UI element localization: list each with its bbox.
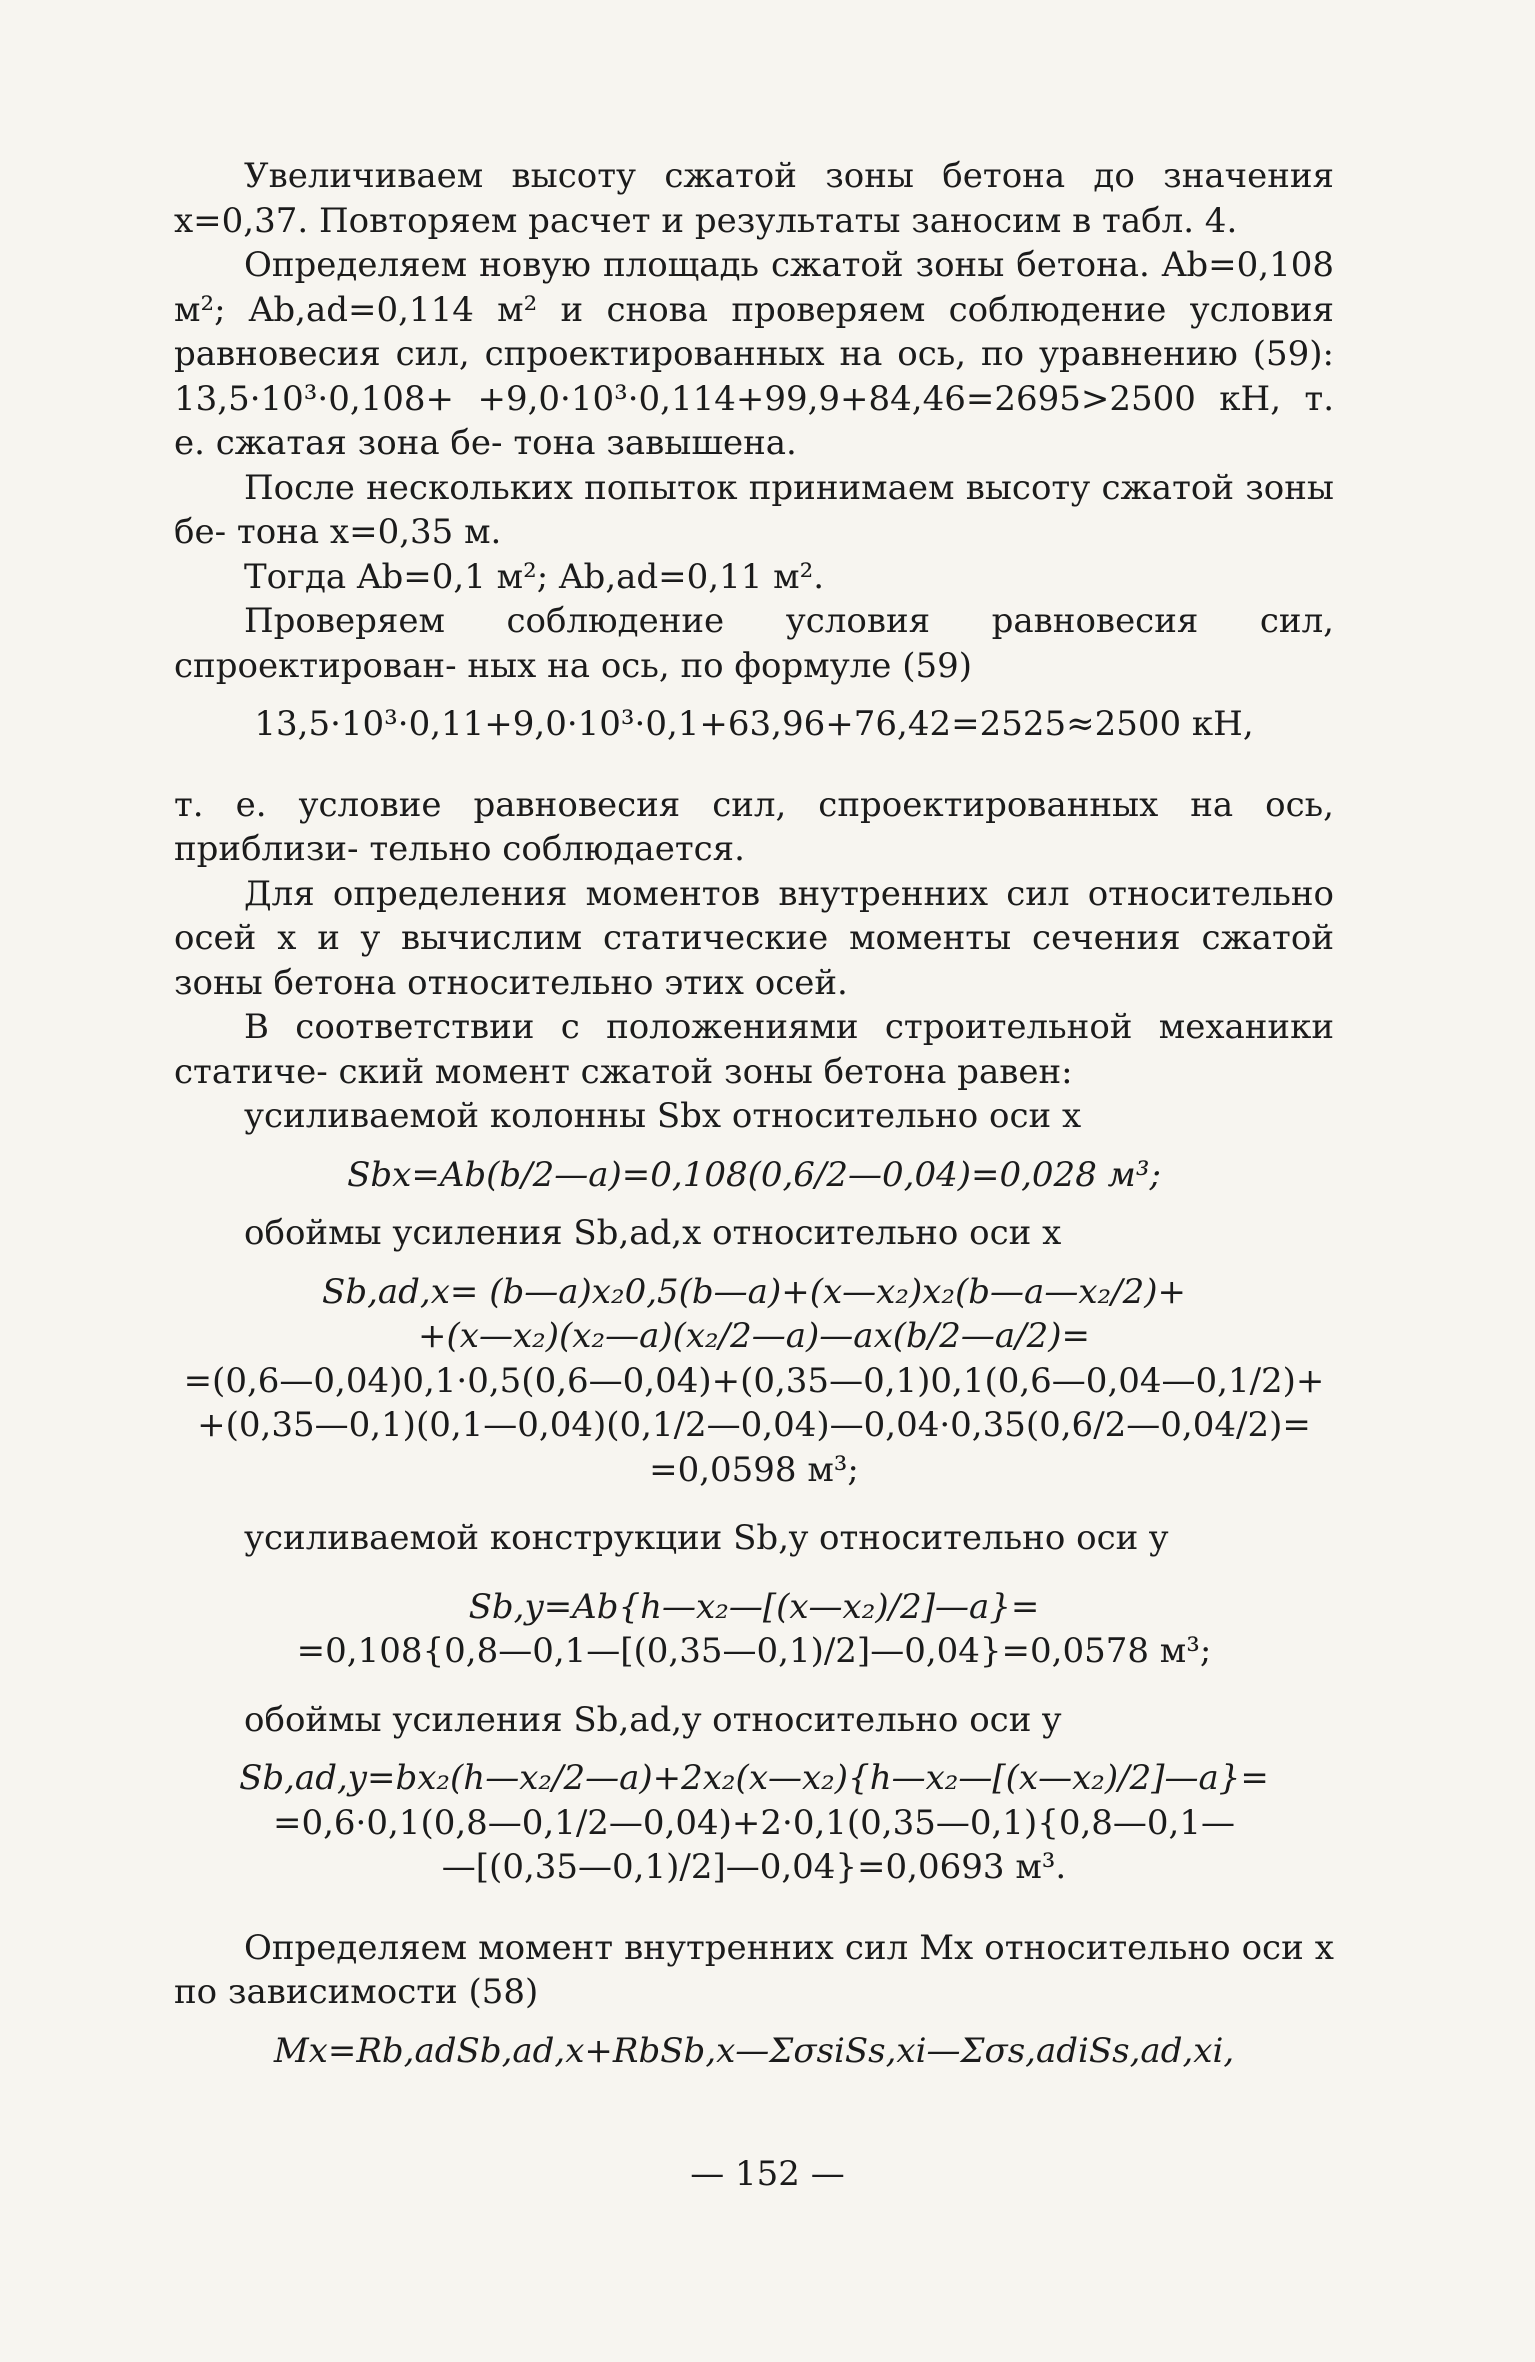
text-line: тона завышена. [513,423,797,463]
paragraph-8 [174,1005,1334,1094]
equation-sbadx-4: +(0,35—0,1)(0,1—0,04)(0,1/2—0,04)—0,04·0,35(0,6/2—0,04/2)= [197,1405,1311,1445]
equation-sbadx-5: =0,0598 м³; [649,1449,859,1490]
paragraph-7 [174,872,1334,1006]
equation-sby-2: =0,108{0,8—0,1—[(0,35—0,1)/2]—0,04}=0,0578 м³; [296,1631,1212,1671]
equation-sbadx-2: +(x—x₂)(x₂—a)(x₂/2—a)—ax(b/2—a/2)= [418,1316,1090,1356]
text-line: т. е. условие равновесия сил, спроектированных на ось, приблизи- [174,784,1334,869]
text-line: Увеличиваем высоту сжатой зоны бетона до значения x=0,37. [174,156,1334,241]
label-sbadx: обоймы усиления Sb,ad,x относительно оси x [244,1213,1062,1253]
equation-sbady-3: —[(0,35—0,1)/2]—0,04}=0,0693 м³. [441,1847,1067,1887]
paragraph-9 [174,1926,1334,2015]
paragraph-2 [174,243,1334,466]
equation-sbady-1: Sb,ad,y=bx₂(h—x₂/2—a)+2x₂(x—x₂){h—x₂—[(x—x₂)/2]—a}= [239,1758,1269,1798]
text-line: сил, спроектированных на ось, по уравнению (59): 13,5·10³·0,108+ [174,334,1335,419]
text-line: тельно соблюдается. [369,829,745,869]
text-line: В соответствии с положениями строительной механики статиче- [174,1007,1334,1092]
paragraph-5 [174,599,1334,688]
equation-58: Mx=Rb,adSb,ad,x+RbSb,x—ΣσsiSs,xi—Σσs,adiSs,ad,xi, [273,2030,1235,2071]
text-line: относительно этих осей. [407,962,848,1003]
paragraph-6 [174,783,1334,872]
label-sby: усиливаемой конструкции Sb,y относительно оси y [244,1518,1169,1558]
text-line: После нескольких попыток принимаем высоту сжатой зоны бе- [174,467,1334,552]
text-line: зависимости (58) [227,1972,539,2012]
text-line: Для определения моментов внутренних сил относительно осей [174,873,1334,958]
equation-sbadx-3: =(0,6—0,04)0,1·0,5(0,6—0,04)+(0,35—0,1)0,1(0,6—0,04—0,1/2)+ [183,1360,1325,1401]
text-line: Проверяем соблюдение условия равновесия сил, спроектирован- [174,601,1334,686]
text-line: +9,0·10³·0,114+99,9+84,46=2695>2500 кН, т. е. сжатая зона бе- [174,378,1335,463]
text-line: Ab,ad=0,114 м² и снова проверяем соблюдение условия равновесия [174,289,1334,374]
text-line: Повторяем расчет и результаты заносим в табл. 4. [319,200,1238,241]
text-line: ных на ось, по формуле (59) [467,645,973,686]
paragraph-4 [174,555,1334,600]
paragraph-1 [174,154,1334,243]
equation-sbadx-1: Sb,ad,x= (b—a)x₂0,5(b—a)+(x—x₂)x₂(b—a—x₂/2)+ [322,1271,1186,1312]
text-line: Определяем момент внутренних сил Mx относительно оси x по [174,1927,1334,2012]
equation-sbx: Sbx=Ab(b/2—a)=0,108(0,6/2—0,04)=0,028 м³; [347,1154,1161,1195]
text-line: Тогда Ab=0,1 м²; Ab,ad=0,11 м². [244,556,825,597]
text-line: тона x=0,35 м. [236,512,502,552]
equation-sby-1: Sb,y=Ab{h—x₂—[(x—x₂)/2]—a}= [468,1586,1040,1627]
text-line: ский момент сжатой зоны бетона равен: [338,1051,1073,1092]
page-body [174,154,1334,2073]
equation-59-check: 13,5·10³·0,11+9,0·10³·0,1+63,96+76,42=2525≈2500 кН, [254,704,1254,744]
text-line: Определяем новую площадь сжатой зоны бетона. Ab=0,108 м²; [174,245,1334,330]
label-sbady: обоймы усиления Sb,ad,y относительно оси y [244,1699,1062,1740]
page-number: — 152 — [690,2154,845,2194]
paragraph-3 [174,466,1334,555]
text-line: x и y вычислим статические моменты сечения сжатой зоны бетона [174,918,1334,1003]
equation-sbady-2: =0,6·0,1(0,8—0,1/2—0,04)+2·0,1(0,35—0,1){0,8—0,1— [273,1802,1235,1843]
label-sbx: усиливаемой колонны Sbx относительно оси x [244,1096,1082,1136]
